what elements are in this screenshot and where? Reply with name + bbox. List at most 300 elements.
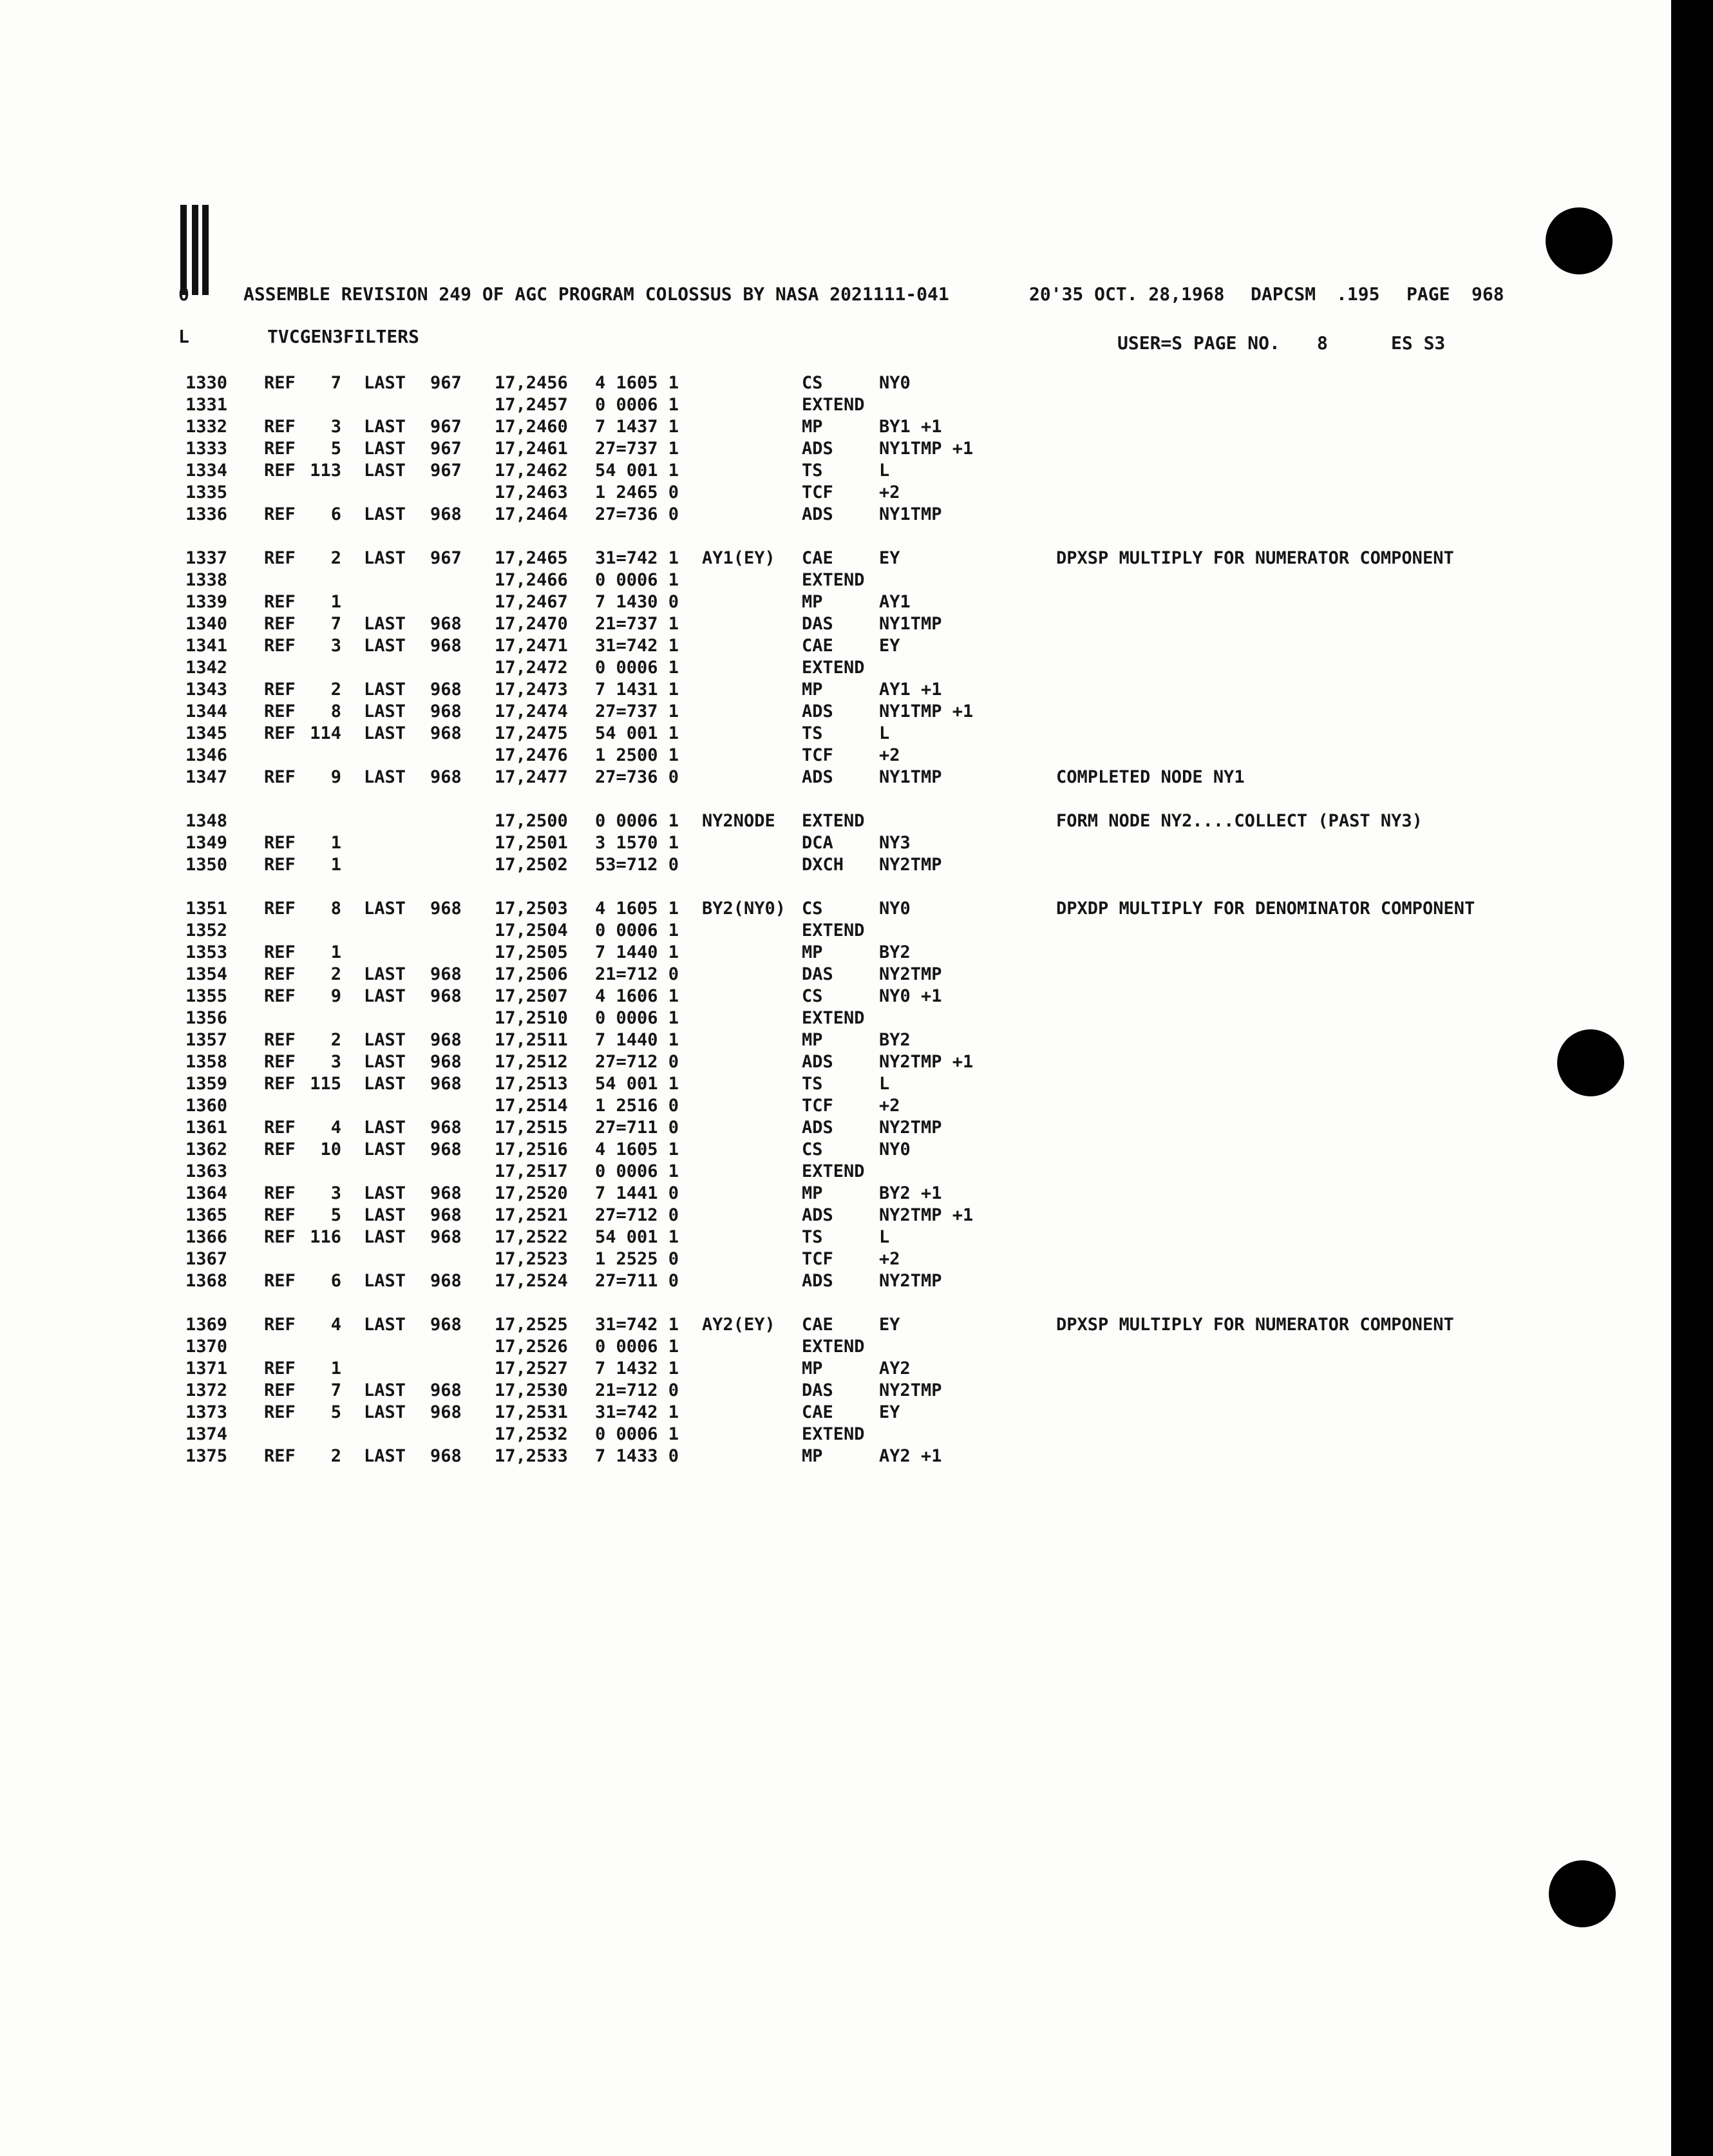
line-number: 1360 — [185, 1096, 228, 1116]
last-keyword: LAST — [364, 439, 406, 459]
ref-keyword: REF — [264, 899, 296, 919]
opcode: EXTEND — [802, 570, 865, 590]
operand: NY1TMP — [879, 504, 942, 524]
listing-row — [0, 1139, 1671, 1161]
ref-keyword: REF — [264, 636, 296, 656]
operand: BY2 — [879, 1030, 911, 1050]
octal-code: 7 1433 0 — [595, 1446, 679, 1466]
octal-code: 27=736 0 — [595, 504, 679, 524]
listing-row — [0, 394, 1671, 416]
octal-code: 7 1441 0 — [595, 1183, 679, 1203]
line-number: 1340 — [185, 614, 228, 634]
last-keyword: LAST — [364, 1118, 406, 1138]
opcode: CS — [802, 899, 823, 919]
address: 17,2517 — [495, 1161, 568, 1181]
ref-count: 6 — [330, 504, 341, 524]
listing-row — [0, 1445, 1671, 1467]
listing-row — [0, 1248, 1671, 1270]
octal-code: 0 0006 1 — [595, 395, 679, 415]
opcode: MP — [802, 592, 823, 612]
ref-count: 4 — [330, 1315, 341, 1335]
opcode: EXTEND — [802, 921, 865, 940]
address: 17,2506 — [495, 964, 568, 984]
line-number: 1363 — [185, 1161, 228, 1181]
opcode: ADS — [802, 504, 833, 524]
operand: NY1TMP +1 — [879, 439, 974, 459]
ref-count: 1 — [330, 1359, 341, 1379]
line-number: 1341 — [185, 636, 228, 656]
label: BY2(NY0) — [702, 899, 786, 919]
ref-count: 113 — [310, 461, 341, 481]
punch-hole-bottom — [1549, 1860, 1616, 1927]
address: 17,2510 — [495, 1008, 568, 1028]
listing-row — [0, 1029, 1671, 1051]
operand: +2 — [879, 482, 900, 502]
last-page: 968 — [430, 504, 462, 524]
octal-code: 54 001 1 — [595, 1074, 679, 1094]
last-keyword: LAST — [364, 1140, 406, 1159]
octal-code: 0 0006 1 — [595, 1161, 679, 1181]
address: 17,2456 — [495, 373, 568, 393]
opcode: EXTEND — [802, 395, 865, 415]
octal-code: 27=736 0 — [595, 767, 679, 787]
line-number: 1333 — [185, 439, 228, 459]
listing-row — [0, 1226, 1671, 1248]
octal-code: 1 2525 0 — [595, 1249, 679, 1269]
octal-code: 0 0006 1 — [595, 570, 679, 590]
operand: NY1TMP — [879, 767, 942, 787]
listing-row — [0, 920, 1671, 942]
ref-keyword: REF — [264, 1052, 296, 1072]
address: 17,2476 — [495, 745, 568, 765]
line-number: 1350 — [185, 855, 228, 875]
line-number: 1338 — [185, 570, 228, 590]
opcode: DAS — [802, 964, 833, 984]
octal-code: 1 2500 1 — [595, 745, 679, 765]
address: 17,2513 — [495, 1074, 568, 1094]
last-keyword: LAST — [364, 504, 406, 524]
address: 17,2460 — [495, 417, 568, 437]
last-page: 967 — [430, 439, 462, 459]
last-keyword: LAST — [364, 1183, 406, 1203]
opcode: DAS — [802, 614, 833, 634]
address: 17,2524 — [495, 1271, 568, 1291]
header-dapcsm: DAPCSM — [1251, 283, 1316, 305]
operand: EY — [879, 1402, 900, 1422]
opcode: CS — [802, 373, 823, 393]
last-page: 967 — [430, 373, 462, 393]
ref-count: 9 — [330, 767, 341, 787]
address: 17,2472 — [495, 658, 568, 678]
listing-row — [0, 1402, 1671, 1424]
operand: EY — [879, 636, 900, 656]
line-number: 1345 — [185, 723, 228, 743]
address: 17,2462 — [495, 461, 568, 481]
ref-keyword: REF — [264, 439, 296, 459]
last-page: 968 — [430, 701, 462, 721]
last-keyword: LAST — [364, 723, 406, 743]
octal-code: 27=737 1 — [595, 439, 679, 459]
listing-row — [0, 986, 1671, 1007]
ref-keyword: REF — [264, 833, 296, 853]
octal-code: 1 2516 0 — [595, 1096, 679, 1116]
ref-keyword: REF — [264, 504, 296, 524]
user-page-number: 8 — [1317, 332, 1328, 354]
line-number: 1353 — [185, 942, 228, 962]
operand: BY2 +1 — [879, 1183, 942, 1203]
line-number: 1373 — [185, 1402, 228, 1422]
listing-row — [0, 679, 1671, 701]
octal-code: 31=742 1 — [595, 1315, 679, 1335]
last-keyword: LAST — [364, 1030, 406, 1050]
last-page: 968 — [430, 1380, 462, 1400]
listing-row — [0, 1358, 1671, 1380]
opcode: MP — [802, 417, 823, 437]
opcode: ADS — [802, 767, 833, 787]
ref-count: 2 — [330, 1446, 341, 1466]
last-page: 968 — [430, 1030, 462, 1050]
listing-row — [0, 964, 1671, 986]
last-page: 968 — [430, 1118, 462, 1138]
opcode: MP — [802, 680, 823, 700]
octal-code: 54 001 1 — [595, 723, 679, 743]
last-keyword: LAST — [364, 1205, 406, 1225]
listing-row — [0, 1051, 1671, 1073]
opcode: CAE — [802, 548, 833, 568]
operand: NY0 — [879, 899, 911, 919]
opcode: MP — [802, 1446, 823, 1466]
listing-type: L — [178, 326, 189, 347]
last-keyword: LAST — [364, 1227, 406, 1247]
operand: NY2TMP +1 — [879, 1052, 974, 1072]
last-keyword: LAST — [364, 1074, 406, 1094]
octal-code: 3 1570 1 — [595, 833, 679, 853]
ref-count: 5 — [330, 1402, 341, 1422]
line-number: 1352 — [185, 921, 228, 940]
ref-keyword: REF — [264, 855, 296, 875]
ref-keyword: REF — [264, 767, 296, 787]
line-number: 1365 — [185, 1205, 228, 1225]
ref-count: 3 — [330, 417, 341, 437]
operand: NY2TMP — [879, 855, 942, 875]
opcode: DCA — [802, 833, 833, 853]
address: 17,2520 — [495, 1183, 568, 1203]
address: 17,2502 — [495, 855, 568, 875]
line-number: 1347 — [185, 767, 228, 787]
last-page: 968 — [430, 964, 462, 984]
opcode: TCF — [802, 1096, 833, 1116]
comment: FORM NODE NY2....COLLECT (PAST NY3) — [1056, 811, 1423, 831]
line-number: 1371 — [185, 1359, 228, 1379]
listing-row — [0, 1336, 1671, 1358]
ref-keyword: REF — [264, 1315, 296, 1335]
operand: NY2TMP — [879, 964, 942, 984]
line-number: 1375 — [185, 1446, 228, 1466]
address: 17,2507 — [495, 986, 568, 1006]
ref-count: 2 — [330, 548, 341, 568]
ref-keyword: REF — [264, 417, 296, 437]
address: 17,2457 — [495, 395, 568, 415]
ref-keyword: REF — [264, 1140, 296, 1159]
label: NY2NODE — [702, 811, 775, 831]
listing-row — [0, 1117, 1671, 1139]
operand: +2 — [879, 745, 900, 765]
operand: BY1 +1 — [879, 417, 942, 437]
last-keyword: LAST — [364, 1271, 406, 1291]
line-number: 1336 — [185, 504, 228, 524]
line-number: 1351 — [185, 899, 228, 919]
last-keyword: LAST — [364, 636, 406, 656]
operand: EY — [879, 1315, 900, 1335]
line-number: 1331 — [185, 395, 228, 415]
address: 17,2467 — [495, 592, 568, 612]
octal-code: 4 1606 1 — [595, 986, 679, 1006]
ref-count: 3 — [330, 1183, 341, 1203]
operand: NY0 — [879, 373, 911, 393]
line-number: 1330 — [185, 373, 228, 393]
listing-row — [0, 898, 1671, 920]
address: 17,2530 — [495, 1380, 568, 1400]
header-mark: 0 — [178, 283, 189, 305]
last-page: 967 — [430, 417, 462, 437]
octal-code: 7 1430 0 — [595, 592, 679, 612]
octal-code: 4 1605 1 — [595, 899, 679, 919]
listing-row — [0, 1095, 1671, 1117]
ref-keyword: REF — [264, 1205, 296, 1225]
operand: BY2 — [879, 942, 911, 962]
ref-count: 4 — [330, 1118, 341, 1138]
ref-keyword: REF — [264, 1446, 296, 1466]
address: 17,2515 — [495, 1118, 568, 1138]
ref-count: 7 — [330, 373, 341, 393]
octal-code: 21=737 1 — [595, 614, 679, 634]
opcode: MP — [802, 1359, 823, 1379]
listing-row — [0, 810, 1671, 832]
last-keyword: LAST — [364, 373, 406, 393]
listing-row — [0, 416, 1671, 438]
opcode: CS — [802, 986, 823, 1006]
address: 17,2522 — [495, 1227, 568, 1247]
last-page: 968 — [430, 1446, 462, 1466]
last-page: 968 — [430, 1074, 462, 1094]
opcode: ADS — [802, 439, 833, 459]
last-page: 968 — [430, 1052, 462, 1072]
address: 17,2466 — [495, 570, 568, 590]
opcode: TCF — [802, 1249, 833, 1269]
label: AY2(EY) — [702, 1315, 775, 1335]
ref-keyword: REF — [264, 1402, 296, 1422]
last-keyword: LAST — [364, 1380, 406, 1400]
octal-code: 0 0006 1 — [595, 658, 679, 678]
octal-code: 31=742 1 — [595, 1402, 679, 1422]
ref-count: 10 — [320, 1140, 341, 1159]
line-number: 1368 — [185, 1271, 228, 1291]
ref-count: 5 — [330, 1205, 341, 1225]
opcode: CS — [802, 1140, 823, 1159]
ref-keyword: REF — [264, 1227, 296, 1247]
line-number: 1372 — [185, 1380, 228, 1400]
listing-row — [0, 723, 1671, 745]
octal-code: 0 0006 1 — [595, 921, 679, 940]
octal-code: 27=711 0 — [595, 1271, 679, 1291]
octal-code: 0 0006 1 — [595, 1424, 679, 1444]
ref-keyword: REF — [264, 1183, 296, 1203]
opcode: TCF — [802, 482, 833, 502]
header-page-label: PAGE — [1406, 283, 1450, 305]
listing-row — [0, 745, 1671, 767]
address: 17,2525 — [495, 1315, 568, 1335]
opcode: MP — [802, 942, 823, 962]
listing-row — [0, 1314, 1671, 1336]
ref-keyword: REF — [264, 461, 296, 481]
address: 17,2505 — [495, 942, 568, 962]
line-number: 1358 — [185, 1052, 228, 1072]
ref-count: 2 — [330, 1030, 341, 1050]
opcode: EXTEND — [802, 811, 865, 831]
listing-row — [0, 482, 1671, 504]
octal-code: 7 1437 1 — [595, 417, 679, 437]
address: 17,2532 — [495, 1424, 568, 1444]
operand: AY2 — [879, 1359, 911, 1379]
address: 17,2501 — [495, 833, 568, 853]
opcode: EXTEND — [802, 1337, 865, 1357]
es-code: ES S3 — [1391, 332, 1446, 354]
line-number: 1366 — [185, 1227, 228, 1247]
address: 17,2470 — [495, 614, 568, 634]
line-number: 1335 — [185, 482, 228, 502]
last-page: 967 — [430, 461, 462, 481]
octal-code: 21=712 0 — [595, 964, 679, 984]
last-page: 968 — [430, 1227, 462, 1247]
octal-code: 4 1605 1 — [595, 373, 679, 393]
last-keyword: LAST — [364, 701, 406, 721]
header-datetime: 20'35 OCT. 28,1968 — [1029, 283, 1225, 305]
octal-code: 54 001 1 — [595, 1227, 679, 1247]
last-page: 968 — [430, 723, 462, 743]
binder-mark — [179, 205, 219, 295]
octal-code: 0 0006 1 — [595, 1337, 679, 1357]
last-keyword: LAST — [364, 899, 406, 919]
address: 17,2527 — [495, 1359, 568, 1379]
line-number: 1346 — [185, 745, 228, 765]
comment: COMPLETED NODE NY1 — [1056, 767, 1245, 787]
listing-row — [0, 657, 1671, 679]
header-title: ASSEMBLE REVISION 249 OF AGC PROGRAM COLOSSUS BY NASA 2021111-041 — [243, 283, 949, 305]
user-page-label: USER=S PAGE NO. — [1117, 332, 1280, 354]
line-number: 1339 — [185, 592, 228, 612]
address: 17,2477 — [495, 767, 568, 787]
ref-count: 7 — [330, 1380, 341, 1400]
listing-row — [0, 613, 1671, 635]
line-number: 1342 — [185, 658, 228, 678]
opcode: ADS — [802, 1271, 833, 1291]
line-number: 1343 — [185, 680, 228, 700]
last-keyword: LAST — [364, 680, 406, 700]
address: 17,2464 — [495, 504, 568, 524]
address: 17,2503 — [495, 899, 568, 919]
label: AY1(EY) — [702, 548, 775, 568]
listing-row — [0, 832, 1671, 854]
listing-row — [0, 569, 1671, 591]
line-number: 1361 — [185, 1118, 228, 1138]
ref-count: 9 — [330, 986, 341, 1006]
address: 17,2521 — [495, 1205, 568, 1225]
address: 17,2533 — [495, 1446, 568, 1466]
last-keyword: LAST — [364, 1052, 406, 1072]
line-number: 1332 — [185, 417, 228, 437]
last-page: 968 — [430, 614, 462, 634]
ref-keyword: REF — [264, 1074, 296, 1094]
header-page-number: 968 — [1472, 283, 1504, 305]
ref-keyword: REF — [264, 1118, 296, 1138]
line-number: 1355 — [185, 986, 228, 1006]
listing-row — [0, 1007, 1671, 1029]
ref-keyword: REF — [264, 680, 296, 700]
listing-row — [0, 460, 1671, 482]
opcode: EXTEND — [802, 1161, 865, 1181]
ref-keyword: REF — [264, 614, 296, 634]
last-page: 968 — [430, 1205, 462, 1225]
last-keyword: LAST — [364, 1446, 406, 1466]
operand: AY1 — [879, 592, 911, 612]
ref-keyword: REF — [264, 1030, 296, 1050]
operand: NY2TMP — [879, 1118, 942, 1138]
ref-count: 7 — [330, 614, 341, 634]
address: 17,2463 — [495, 482, 568, 502]
comment: DPXSP MULTIPLY FOR NUMERATOR COMPONENT — [1056, 548, 1454, 568]
ref-count: 5 — [330, 439, 341, 459]
comment: DPXDP MULTIPLY FOR DENOMINATOR COMPONENT — [1056, 899, 1475, 919]
octal-code: 27=711 0 — [595, 1118, 679, 1138]
last-page: 968 — [430, 1315, 462, 1335]
ref-keyword: REF — [264, 592, 296, 612]
ref-keyword: REF — [264, 942, 296, 962]
ref-keyword: REF — [264, 548, 296, 568]
last-keyword: LAST — [364, 1402, 406, 1422]
address: 17,2471 — [495, 636, 568, 656]
listing-row — [0, 1183, 1671, 1205]
address: 17,2461 — [495, 439, 568, 459]
octal-code: 27=712 0 — [595, 1205, 679, 1225]
octal-code: 0 0006 1 — [595, 811, 679, 831]
octal-code: 7 1440 1 — [595, 942, 679, 962]
address: 17,2475 — [495, 723, 568, 743]
listing-row — [0, 1073, 1671, 1095]
listing-row — [0, 854, 1671, 876]
opcode: TS — [802, 723, 823, 743]
ref-keyword: REF — [264, 1271, 296, 1291]
last-keyword: LAST — [364, 986, 406, 1006]
octal-code: 1 2465 0 — [595, 482, 679, 502]
operand: NY0 +1 — [879, 986, 942, 1006]
listing-row — [0, 438, 1671, 460]
address: 17,2516 — [495, 1140, 568, 1159]
ref-count: 2 — [330, 680, 341, 700]
opcode: EXTEND — [802, 1008, 865, 1028]
listing-row — [0, 942, 1671, 964]
ref-count: 2 — [330, 964, 341, 984]
last-keyword: LAST — [364, 548, 406, 568]
line-number: 1349 — [185, 833, 228, 853]
octal-code: 31=742 1 — [595, 548, 679, 568]
section-name: TVCGEN3FILTERS — [267, 326, 420, 347]
address: 17,2511 — [495, 1030, 568, 1050]
last-page: 968 — [430, 680, 462, 700]
last-keyword: LAST — [364, 964, 406, 984]
octal-code: 31=742 1 — [595, 636, 679, 656]
operand: L — [879, 1227, 890, 1247]
opcode: CAE — [802, 636, 833, 656]
